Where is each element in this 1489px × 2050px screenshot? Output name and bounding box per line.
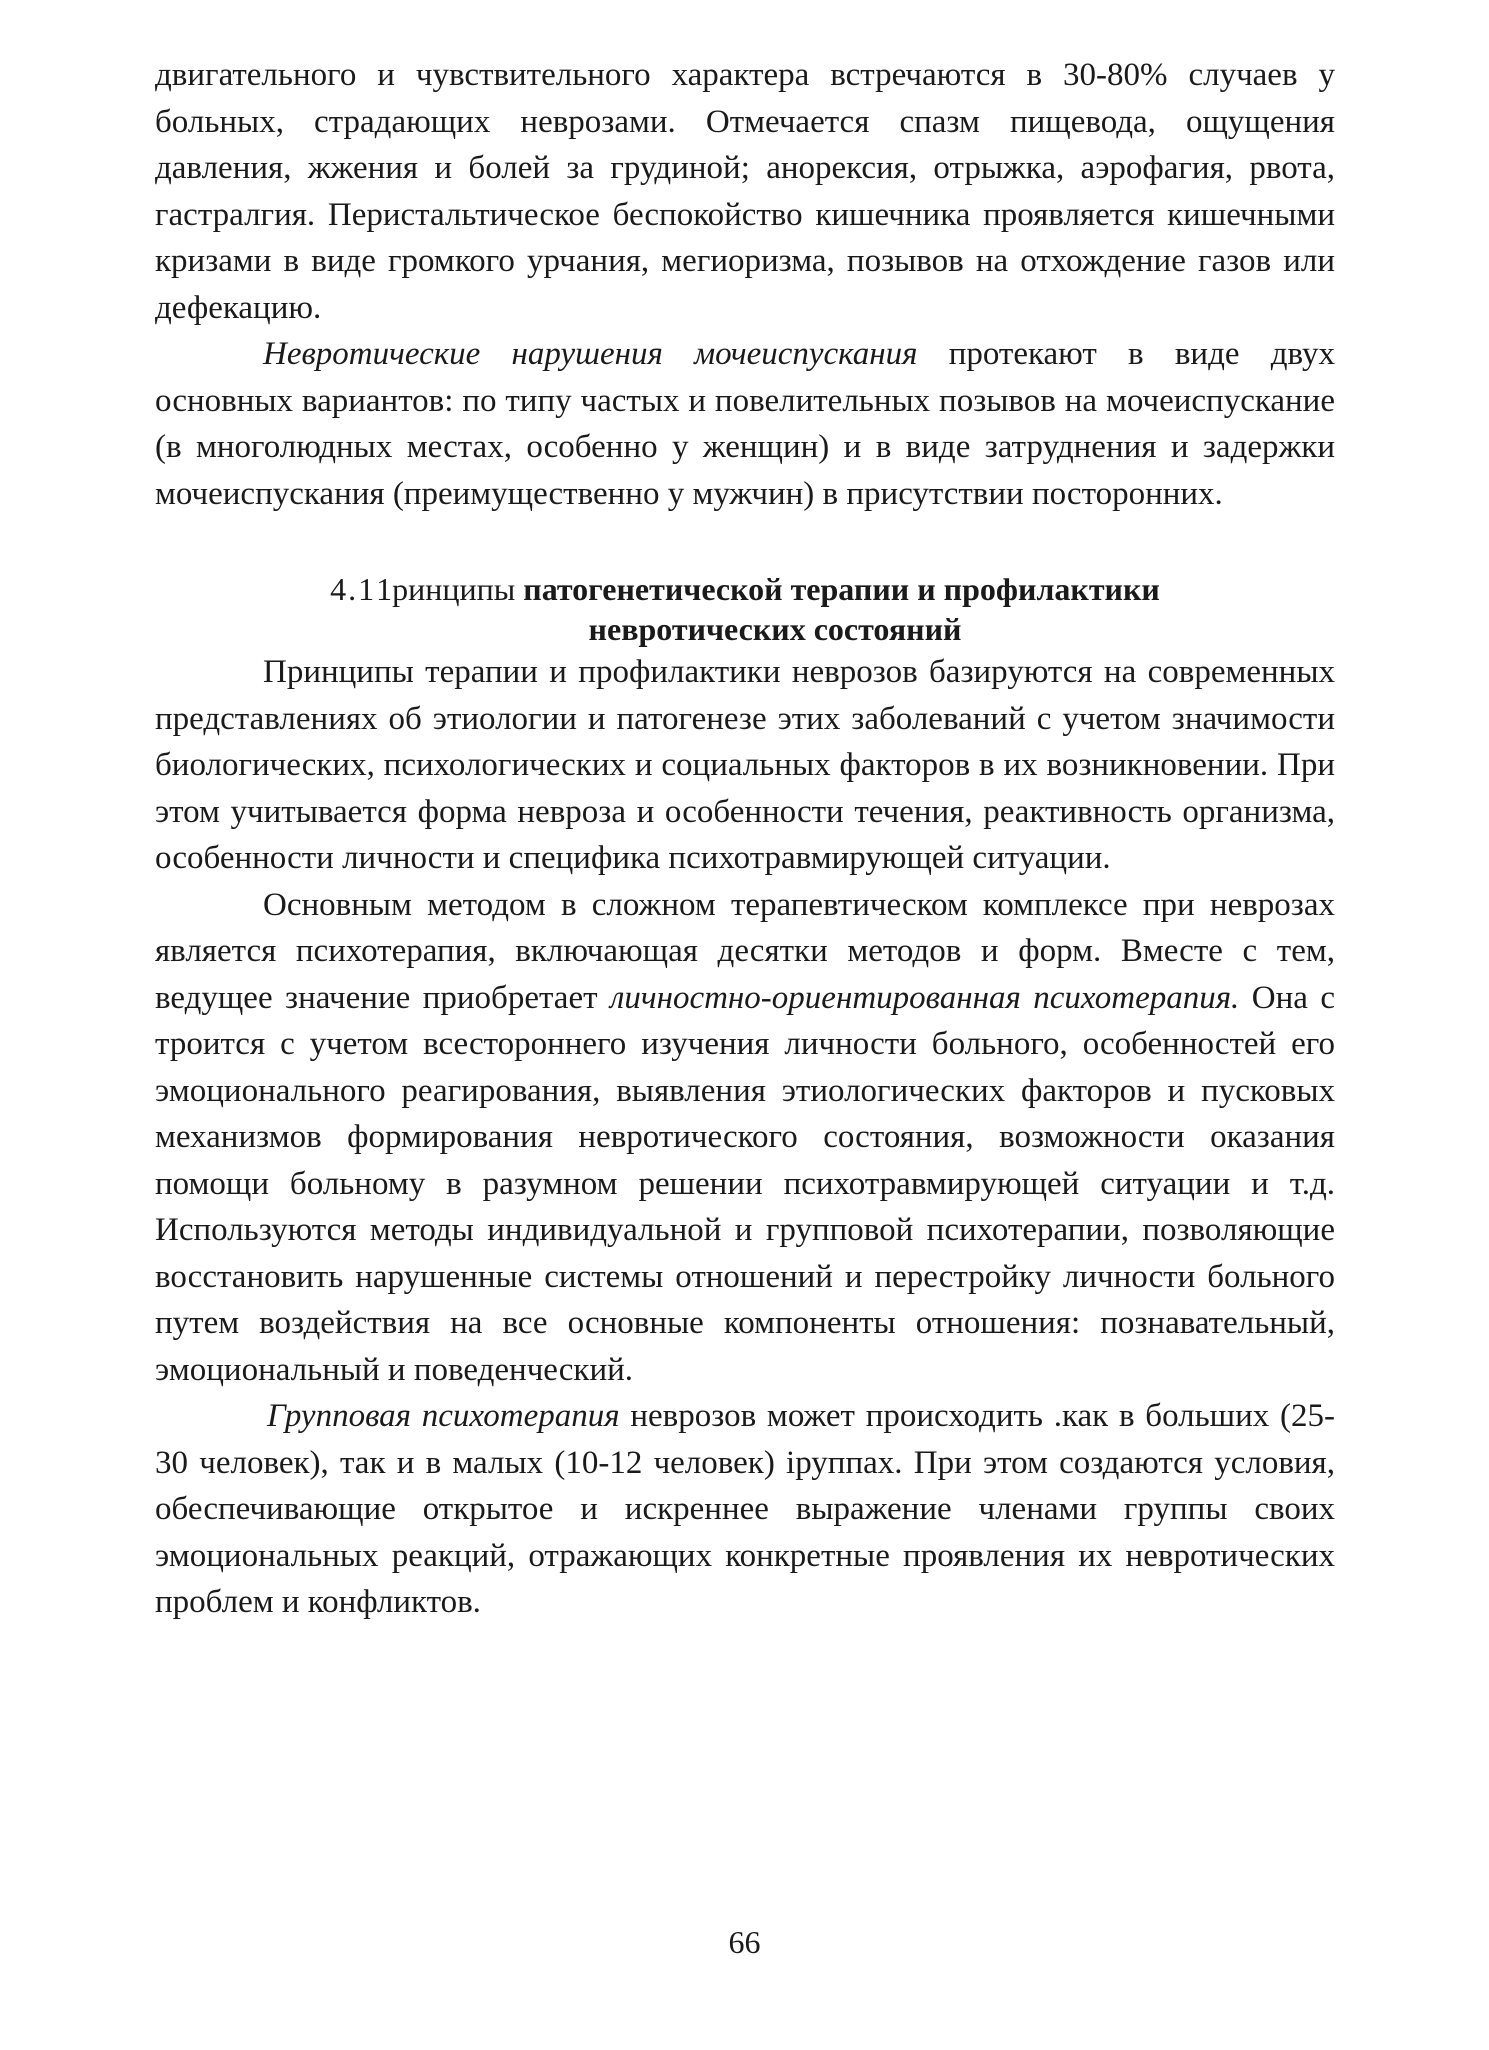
paragraph-text: Принципы терапии и профилактики неврозов базируются на современных представлениях об этиологии и патогенезе этих заболеваний с учетом значимости биологических, психологических и социальных факторов в их возникновении. При этом учитывается форма невроза и особенности течения, реактивность организма, особенности личности и специфика психотравмирующей ситуации. xyxy=(155,654,1335,876)
paragraph-group-psychotherapy xyxy=(155,1393,1335,1626)
italic-term-personality-psychotherapy: личностно-ориентированная психотерапия. xyxy=(609,979,1240,1016)
paragraph-psychotherapy xyxy=(155,882,1335,1394)
paragraph-urination-disorders xyxy=(155,331,1335,517)
section-heading-line2: невротических состояний xyxy=(588,611,962,647)
paragraph-text: неврозов может происходить .как в больших (25-30 человек), так и в малых (10-12 человек) іруппах. При этом создаются условия, обеспечивающие открытое и искреннее выражение членами группы своих эмоциональных реакций, отражающих конкретные проявления их невротических проблем и конфликтов. xyxy=(155,1398,1335,1620)
section-heading-prefix: 1ринципы xyxy=(376,571,516,607)
italic-term-group-psychotherapy: Групповая психотерапия xyxy=(267,1398,620,1434)
italic-term-urination: Невротические нарушения мочеиспускания xyxy=(263,336,918,372)
paragraph-text: двигательного и чувствительного характера встречаются в 30-80% случаев у больных, страдающих неврозами. Отмечается спазм пищевода, ощущения давления, жжения и болей за грудиной; анорексия, отрыжка, аэрофагия, рвота, гастралгия. Перистальтическое беспокойство кишечника проявляется кишечными кризами в виде громкого урчания, мегиоризма, позывов на отхождение газов или дефекацию. xyxy=(155,57,1335,326)
paragraph-gastro-symptoms xyxy=(155,52,1335,331)
section-number: 4.1 xyxy=(330,571,377,607)
page-number: 66 xyxy=(728,1924,761,1960)
page-body xyxy=(155,52,1335,1626)
paragraph-text: Она с троится с учетом всестороннего изучения личности больного, особенностей его эмоционального реагирования, выявления этиологических факторов и пусковых механизмов формирования невротического состояния, возможности оказания помощи больному в разумном решении психотравмирующей ситуации и т.д. Используются методы индивидуальной и групповой психотерапии, позволяющие восстановить нарушенные системы отношений и перестройку личности больного путем воздействия на все основные компоненты отношения: познавательный, эмоциональный и поведенческий. xyxy=(155,979,1335,1388)
paragraph-therapy-principles xyxy=(155,649,1335,882)
paragraph-text: протекают в виде двух основных вариантов: по типу частых и повелительных позывов на мочеиспускание (в многолюдных местах, особенно у женщин) и в виде затруднения и задержки мочеиспускания (преимущественно у мужчин) в присутствии посторонних. xyxy=(155,336,1335,512)
section-heading-line1: патогенетической терапии и профилактики xyxy=(515,571,1160,607)
paragraph-text: Основным методом в сложном терапевтическом комплексе при неврозах является психотерапия, включающая десятки методов и форм. Вместе с тем, ведущее значение приобретает xyxy=(155,886,1335,1016)
section-heading xyxy=(155,569,1335,649)
